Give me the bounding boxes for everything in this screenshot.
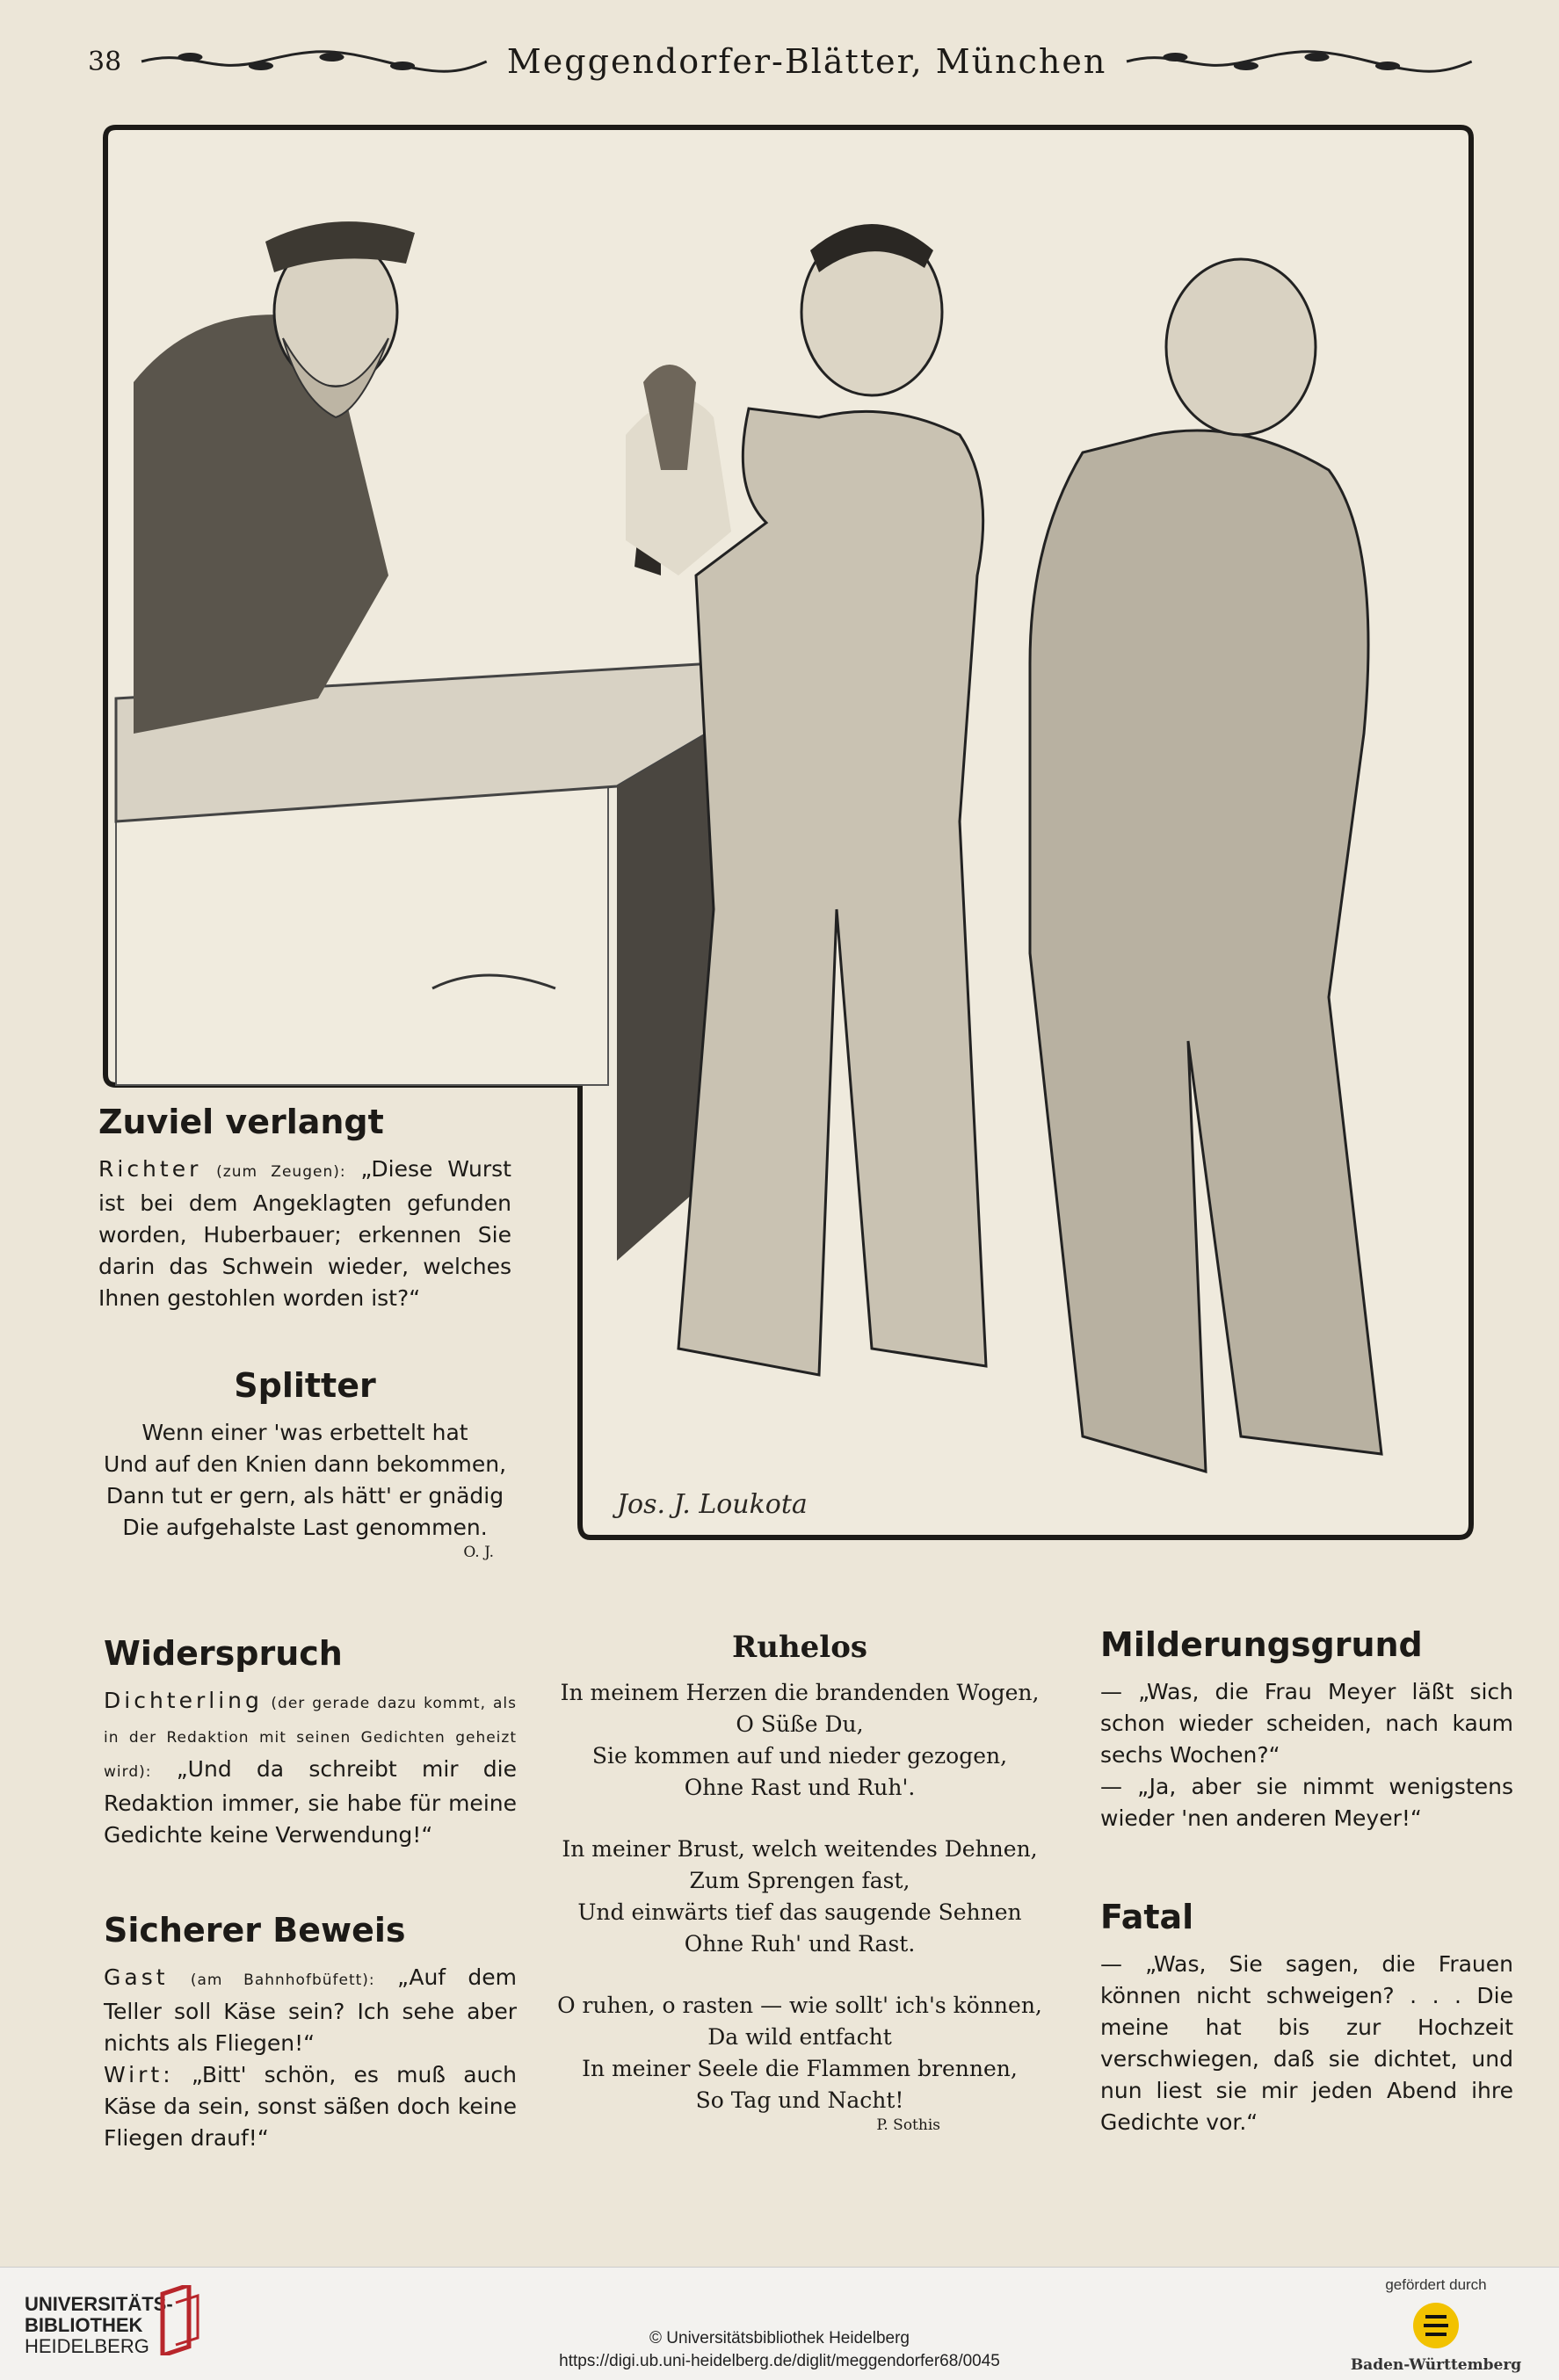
story-title: Fatal <box>1100 1898 1194 1936</box>
poem-line: In meiner Brust, welch weitendes Dehnen, <box>562 1836 1038 1862</box>
poem-line: Zum Sprengen fast, <box>689 1868 910 1893</box>
ornament-left <box>137 48 491 75</box>
speaker-label: Richter <box>98 1156 202 1182</box>
permalink[interactable]: https://digi.ub.uni-heidelberg.de/diglit/meggendorfer68/0045 <box>559 2352 1000 2370</box>
state-name: Baden-Württemberg <box>1350 2356 1522 2374</box>
ornament-right <box>1122 48 1476 75</box>
story-title: Milderungsgrund <box>1100 1625 1423 1664</box>
poem-author: O. J. <box>463 1544 494 1561</box>
page-number: 38 <box>88 46 122 77</box>
funding-logo[interactable] <box>1348 2276 1524 2374</box>
story-text: „Auf dem Teller soll Käse sein? Ich sehe aber nichts als Fliegen!“ <box>104 1964 517 2056</box>
magazine-title: Meggendorfer-Blätter, München <box>506 42 1107 81</box>
stage-direction: (der gerade dazu kommt, als in der Redaktion mit seinen Gedichten geheizt wird): <box>104 1695 517 1781</box>
story-text: — „Was, Sie sagen, die Frauen können nicht schweigen? . . . Die meine hat bis zur Hochzeit verschwiegen, daß sie dichtet, und nun liest sie mir jeden Abend ihre Gedichte vor.“ <box>1100 1951 1513 2135</box>
story-text: „Bitt' schön, es muß auch Käse da sein, sonst säßen doch keine Fliegen drauf!“ <box>104 2062 517 2151</box>
story-text: „Diese Wurst ist bei dem Angeklagten gefunden worden, Huberbauer; erkennen Sie darin das Schwein wieder, welches Ihnen gestohlen worden ist?“ <box>98 1156 511 1311</box>
court-scene-illustration <box>98 119 1478 1546</box>
page-header <box>88 35 1476 88</box>
poem-splitter <box>98 1366 511 1561</box>
viewer-footer <box>0 2267 1559 2380</box>
poem-line: Da wild entfacht <box>707 2024 892 2050</box>
poem-line: In meiner Seele die Flammen brennen, <box>582 2056 1018 2081</box>
poem-stanza <box>554 1990 1046 2116</box>
poem-title: Ruhelos <box>731 1630 868 1665</box>
poem-line: So Tag und Nacht! <box>695 2087 904 2113</box>
story-widerspruch <box>104 1634 517 1851</box>
poem-stanza <box>554 1677 1046 1804</box>
stage-direction: (zum Zeugen): <box>216 1163 346 1181</box>
story-sicherer-beweis <box>104 1911 517 2154</box>
state-emblem-icon <box>1410 2299 1462 2352</box>
story-text: — „Ja, aber sie nimmt wenigstens wieder 'nen anderen Meyer!“ <box>1100 1774 1513 1831</box>
poem-line: O Süße Du, <box>736 1711 864 1737</box>
poem-line: Ohne Rast und Ruh'. <box>684 1775 916 1800</box>
poem-line: O ruhen, o rasten — wie sollt' ich's können, <box>557 1993 1042 2018</box>
story-title: Sicherer Beweis <box>104 1911 406 1950</box>
story-zuviel <box>98 1103 511 1314</box>
poem-ruhelos <box>554 1630 1046 2134</box>
speaker-label: Gast <box>104 1964 169 1990</box>
copyright-text: © Universitätsbibliothek Heidelberg <box>649 2329 910 2347</box>
poem-author: P. Sothis <box>876 2116 940 2134</box>
poem-line: Wenn einer 'was erbettelt hat <box>141 1420 468 1445</box>
poem-line: Ohne Ruh' und Rast. <box>684 1931 916 1957</box>
artist-signature: Jos. J. Loukota <box>617 1489 808 1520</box>
speaker-label: Dichterling <box>104 1688 263 1713</box>
poem-line: In meinem Herzen die brandenden Wogen, <box>560 1680 1040 1705</box>
story-milderungsgrund <box>1100 1625 1513 1834</box>
story-fatal <box>1100 1898 1513 2138</box>
story-text: — „Was, die Frau Meyer läßt sich schon wieder scheiden, nach kaum sechs Wochen?“ <box>1100 1679 1513 1768</box>
story-title: Zuviel verlangt <box>98 1103 384 1141</box>
poem-line: Und auf den Knien dann bekommen, <box>103 1451 507 1477</box>
funded-by-label: gefördert durch <box>1385 2276 1487 2293</box>
poem-line: Sie kommen auf und nieder gezogen, <box>591 1743 1008 1769</box>
poem-line: Dann tut er gern, als hätt' er gnädig <box>105 1483 504 1508</box>
stage-direction: (am Bahnhofbüfett): <box>190 1971 375 1989</box>
story-title: Widerspruch <box>104 1634 343 1673</box>
story-text: „Und da schreibt mir die Redaktion immer, sie habe für meine Gedichte keine Verwendung!“ <box>104 1756 517 1848</box>
poem-title: Splitter <box>234 1366 376 1405</box>
speaker-label: Wirt: <box>104 2062 174 2087</box>
poem-line: Die aufgehalste Last genommen. <box>122 1515 488 1540</box>
poem-line: Und einwärts tief das saugende Sehnen <box>577 1899 1022 1925</box>
poem-stanza <box>554 1834 1046 1960</box>
illustration-frame <box>98 119 1478 1546</box>
library-logo[interactable]: UNIVERSITÄTS- BIBLIOTHEK HEIDELBERG <box>25 2293 173 2357</box>
